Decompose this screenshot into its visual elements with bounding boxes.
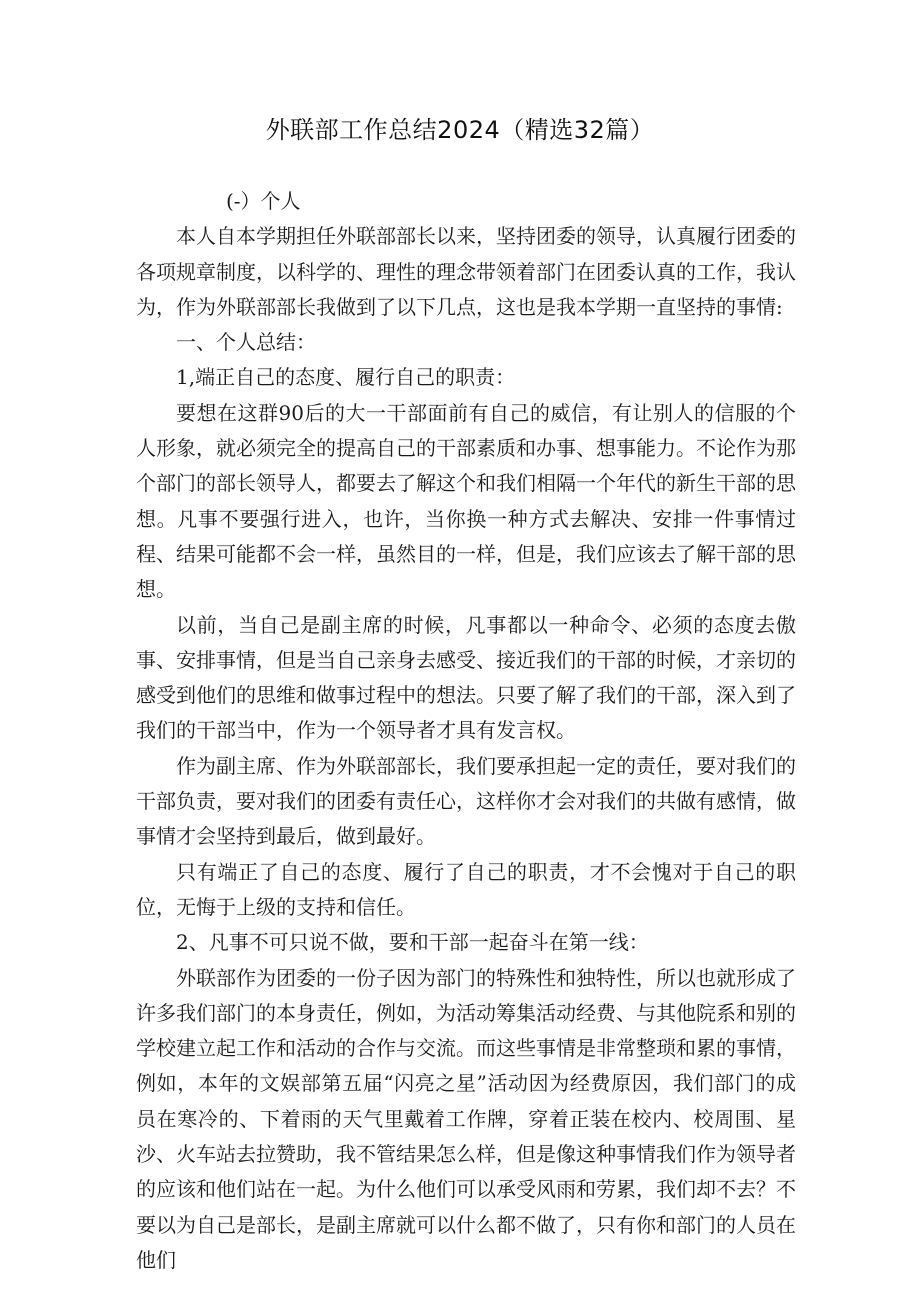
heading-personal-summary: 一、个人总结： [176, 330, 316, 355]
heading-item-1: 1,端正自己的态度、履行自己的职责： [176, 365, 516, 390]
section-heading: (-）个人 [226, 189, 301, 213]
paragraph-prestige: 要想在这群90后的大一干部面前有自己的威信，有让别人的信服的个人形象，就必须完全的提高自己的干部素质和办事、想事能力。不论作为那个部门的部长领导人，都要去了解这个和我们相隔一个年代的新生干部的思想。凡事不要强行进入，也许，当你换一种方式去解决、安排一件事情过程、结果可能都不会一样，虽然目的一样，但是，我们应该去了解干部的思想。 [136, 400, 796, 602]
paragraph-attitude: 只有端正了自己的态度、履行了自己的职责，才不会愧对于自己的职位，无悔于上级的支持和信任。 [136, 859, 796, 919]
paragraph-frontline: 外联部作为团委的一份子因为部门的特殊性和独特性，所以也就形成了许多我们部门的本身责任，例如，为活动筹集活动经费、与其他院系和别的学校建立起工作和活动的合作与交流。而这些事情是非常整琐和累的事情，例如，本年的文娱部第五届“闪亮之星”活动因为经费原因，我们部门的成员在寒冷的、下着雨的天气里戴着工作牌，穿着正装在校内、校周围、星沙、火车站去拉赞助，我不管结果怎么样，但是像这种事情我们作为领导者的应该和他们站在一起。为什么他们可以承受风雨和劳累，我们却不去？不要以为自己是部长，是副主席就可以什么都不做了，只有你和部门的人员在他们 [136, 965, 796, 1272]
paragraph-intro: 本人自本学期担任外联部部长以来，坚持团委的领导，认真履行团委的各项规章制度，以科学的、理性的理念带领着部门在团委认真的工作，我认为，作为外联部部长我做到了以下几点，这也是我本学期一直坚持的事情: [136, 224, 796, 319]
document-body [136, 184, 796, 1278]
paragraph-responsibility: 作为副主席、作为外联部部长，我们要承担起一定的责任，要对我们的干部负责，要对我们的团委有责任心，这样你才会对我们的共做有感情，做事情才会坚持到最后，做到最好。 [136, 753, 796, 849]
heading-item-2: 2、凡事不可只说不做，要和干部一起奋斗在第一线： [176, 930, 649, 955]
paragraph-past-role: 以前，当自己是副主席的时候，凡事都以一种命令、必须的态度去傲事、安排事情，但是当自己亲身去感受、接近我们的干部的时候，才亲切的感受到他们的思维和做事过程中的想法。只要了解了我们的干部，深入到了我们的干部当中，作为一个领导者才具有发言权。 [136, 612, 796, 743]
document-title: 外联部工作总结2024（精选32篇） [265, 116, 655, 144]
